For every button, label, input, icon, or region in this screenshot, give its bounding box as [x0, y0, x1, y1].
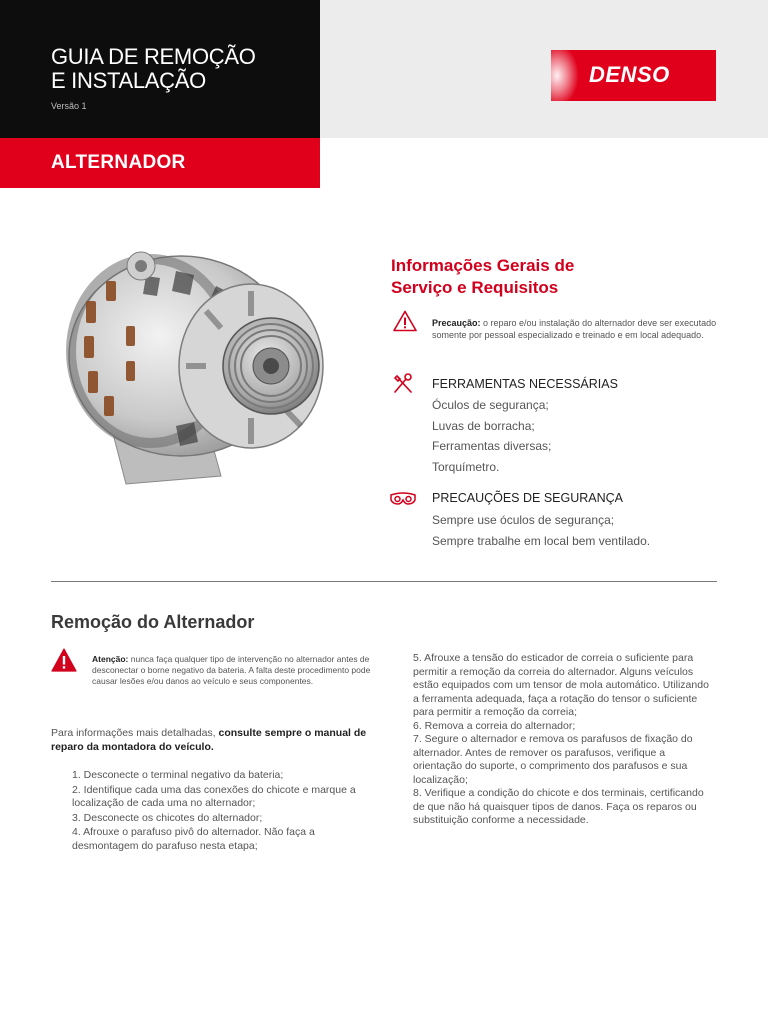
safety-item: Sempre use óculos de segurança; — [432, 513, 615, 527]
section-divider — [51, 581, 717, 582]
removal-step: 2. Identifique cada uma das conexões do chicote e marque a localização de cada uma no alternador; — [72, 783, 356, 809]
removal-step: 1. Desconecte o terminal negativo da bateria; — [72, 769, 284, 781]
title-line-2: E INSTALAÇÃO — [51, 68, 206, 93]
logo-text: DENSO — [589, 62, 670, 87]
safety-goggles-icon — [389, 490, 417, 506]
denso-logo — [551, 50, 716, 101]
warning-filled-icon — [51, 648, 77, 672]
warning-icon — [393, 310, 417, 332]
precaution-note — [432, 318, 732, 341]
removal-step: 5. Afrouxe a tensão do esticador de correia o suficiente para permitir a remoção da correia do alternador. Alguns veículos estão equipados com um tensor de mola automático. Utilizando a ferramenta adequada, faça a rotação do tensor o suficiente para permitir a remoção da correia; — [413, 652, 709, 718]
safety-title: PRECAUÇÕES DE SEGURANÇA — [432, 491, 624, 505]
tool-item: Luvas de borracha; — [432, 419, 535, 433]
removal-heading: Remoção do Alternador — [51, 612, 255, 632]
wrench-screwdriver-icon — [390, 373, 416, 395]
title-line-1: GUIA DE REMOÇÃO — [51, 44, 256, 69]
removal-steps-left — [72, 769, 380, 854]
attention-note — [92, 654, 374, 687]
manual-reference-prefix: Para informações mais detalhadas, — [51, 727, 219, 739]
removal-step: 4. Afrouxe o parafuso pivô do alternador. Não faça a desmontagem do parafuso nesta etapa; — [72, 826, 315, 852]
precaution-text: o reparo e/ou instalação do alternador deve ser executado somente por pessoal especializado e treinado e em local adequado. — [432, 318, 717, 340]
general-info-heading — [391, 255, 691, 299]
attention-label: Atenção: — [92, 654, 129, 664]
section-title: ALTERNADOR — [51, 152, 186, 173]
general-info-heading-line-1: Informações Gerais de — [391, 256, 575, 275]
document-title — [51, 45, 256, 93]
version-label: Versão 1 — [51, 101, 87, 111]
general-info-heading-line-2: Serviço e Requisitos — [391, 278, 559, 297]
section-banner — [0, 138, 320, 188]
manual-reference — [51, 727, 381, 754]
removal-step: 8. Verifique a condição do chicote e dos terminais, certificando de que não há quaisquer tipos de danos. Faça os reparos ou substituição conforme a necessidade. — [413, 787, 704, 826]
tool-item: Ferramentas diversas; — [432, 439, 552, 453]
removal-steps-right — [413, 652, 713, 828]
manual-reference-bold: consulte sempre o manual de reparo da montadora do veículo. — [51, 727, 367, 753]
removal-step: 6. Remova a correia do alternador; — [413, 719, 576, 732]
attention-text: nunca faça qualquer tipo de intervenção no alternador antes de desconectar o borne negativo da bateria. A falta deste procedimento pode causar lesões e/ou danos ao veículo e seus componentes. — [92, 654, 371, 686]
tool-item: Torquímetro. — [432, 460, 500, 474]
tools-title: FERRAMENTAS NECESSÁRIAS — [432, 377, 618, 391]
removal-step: 7. Segure o alternador e remova os parafusos de fixação do alternador. Antes de remover os parafusos, verifique a orientação do suporte, o comprimento dos parafusos e sua localização; — [413, 733, 693, 786]
tool-item: Óculos de segurança; — [432, 398, 549, 412]
precaution-label: Precaução: — [432, 318, 481, 328]
safety-item: Sempre trabalhe em local bem ventilado. — [432, 534, 651, 548]
alternator-image — [56, 246, 336, 488]
removal-step: 3. Desconecte os chicotes do alternador; — [72, 811, 263, 824]
logo-glow — [551, 50, 579, 101]
